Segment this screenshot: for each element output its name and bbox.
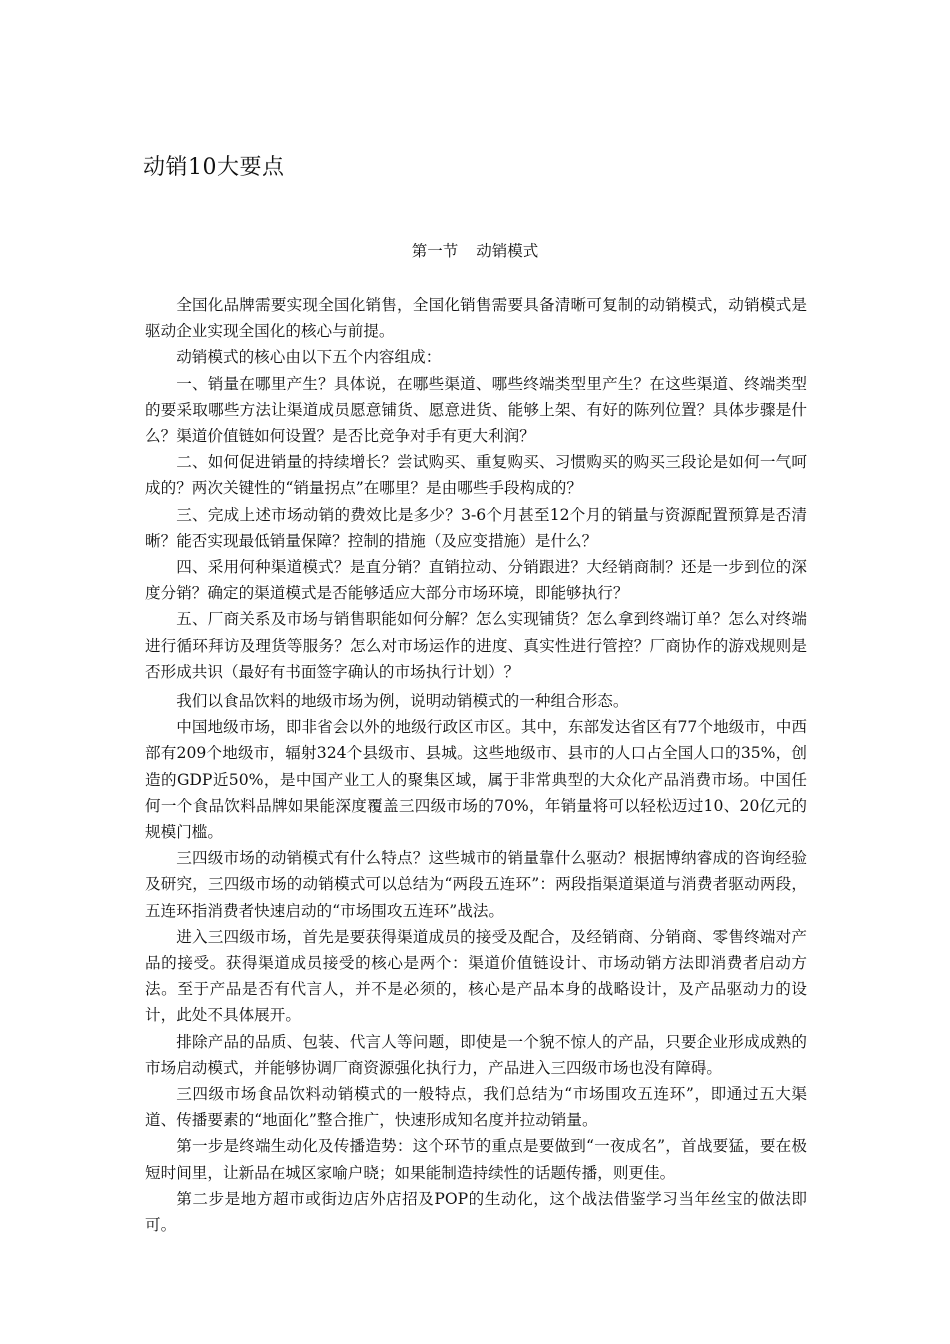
paragraph: 全国化品牌需要实现全国化销售，全国化销售需要具备清晰可复制的动销模式，动销模式是驱动企业实现全国化的核心与前提。 [145, 296, 807, 341]
paragraph: 四、采用何种渠道模式？是直分销？直销拉动、分销跟进？大经销商制？还是一步到位的深度分销？确定的渠道模式是否能够适应大部分市场环境，即能够执行？ [145, 558, 807, 603]
paragraph: 进入三四级市场，首先是要获得渠道成员的接受及配合，及经销商、分销商、零售终端对产品的接受。获得渠道成员接受的核心是两个：渠道价值链设计、市场动销方法即消费者启动方法。至于产品是否有代言人，并不是必须的，核心是产品本身的战略设计，及产品驱动力的设计，此处不具体展开。 [145, 927, 807, 1025]
paragraph: 排除产品的品质、包装、代言人等问题，即使是一个貌不惊人的产品，只要企业形成成熟的市场启动模式，并能够协调厂商资源强化执行力，产品进入三四级市场也没有障碍。 [145, 1032, 807, 1077]
paragraph: 三四级市场的动销模式有什么特点？这些城市的销量靠什么驱动？根据博纳睿成的咨询经验及研究，三四级市场的动销模式可以总结为“两段五连环”：两段指渠道渠道与消费者驱动两段，五连环指消费者快速启动的“市场围攻五连环”战法。 [145, 849, 807, 920]
paragraph: 五、厂商关系及市场与销售职能如何分解？怎么实现铺货？怎么拿到终端订单？怎么对终端进行循环拜访及理货等服务？怎么对市场运作的进度、真实性进行管控？厂商协作的游戏规则是否形成共识（最好有书面签字确认的市场执行计划）？ [145, 610, 807, 681]
section-number: 第一节 [411, 242, 459, 260]
paragraph: 中国地级市场，即非省会以外的地级行政区市区。其中，东部发达省区有77个地级市，中西部有209个地级市，辐射324个县级市、县城。这些地级市、县市的人口占全国人口的35%，创造的GDP近50%，是中国产业工人的聚集区域，属于非常典型的大众化产品消费市场。中国任何一个食品饮料品牌如果能深度覆盖三四级市场的70%，年销量将可以轻松迈过10、20亿元的规模门槛。 [145, 718, 807, 842]
paragraph: 三、完成上述市场动销的费效比是多少？3-6个月甚至12个月的销量与资源配置预算是否清晰？能否实现最低销量保障？控制的措施（及应变措施）是什么？ [145, 505, 807, 550]
paragraph: 第二步是地方超市或街边店外店招及POP的生动化，这个战法借鉴学习当年丝宝的做法即可。 [145, 1189, 807, 1235]
paragraph: 一、销量在哪里产生？具体说，在哪些渠道、哪些终端类型里产生？在这些渠道、终端类型的要采取哪些方法让渠道成员愿意铺货、愿意进货、能够上架、有好的陈列位置？具体步骤是什么？渠道价值链如何设置？是否比竞争对手有更大利润？ [145, 374, 807, 446]
body-block-model-overview [145, 292, 807, 685]
paragraph: 我们以食品饮料的地级市场为例，说明动销模式的一种组合形态。 [176, 692, 629, 710]
document-title: 动销10大要点 [143, 155, 285, 180]
paragraph: 二、如何促进销量的持续增长？尝试购买、重复购买、习惯购买的购买三段论是如何一气呵成的？两次关键性的“销量拐点”在哪里？是由哪些手段构成的？ [145, 453, 807, 498]
paragraph: 第一步是终端生动化及传播造势：这个环节的重点是要做到“一夜成名”，首战要猛，要在极短时间里，让新品在城区家喻户晓；如果能制造持续性的话题传播，则更佳。 [145, 1137, 807, 1182]
section-name: 动销模式 [476, 242, 539, 260]
paragraph: 动销模式的核心由以下五个内容组成： [176, 348, 442, 367]
section-heading [0, 238, 950, 264]
body-block-market-example [145, 688, 807, 1238]
paragraph: 三四级市场食品饮料动销模式的一般特点，我们总结为“市场围攻五连环”，即通过五大渠道、传播要素的“地面化”整合推广，快速形成知名度并拉动销量。 [145, 1085, 807, 1130]
